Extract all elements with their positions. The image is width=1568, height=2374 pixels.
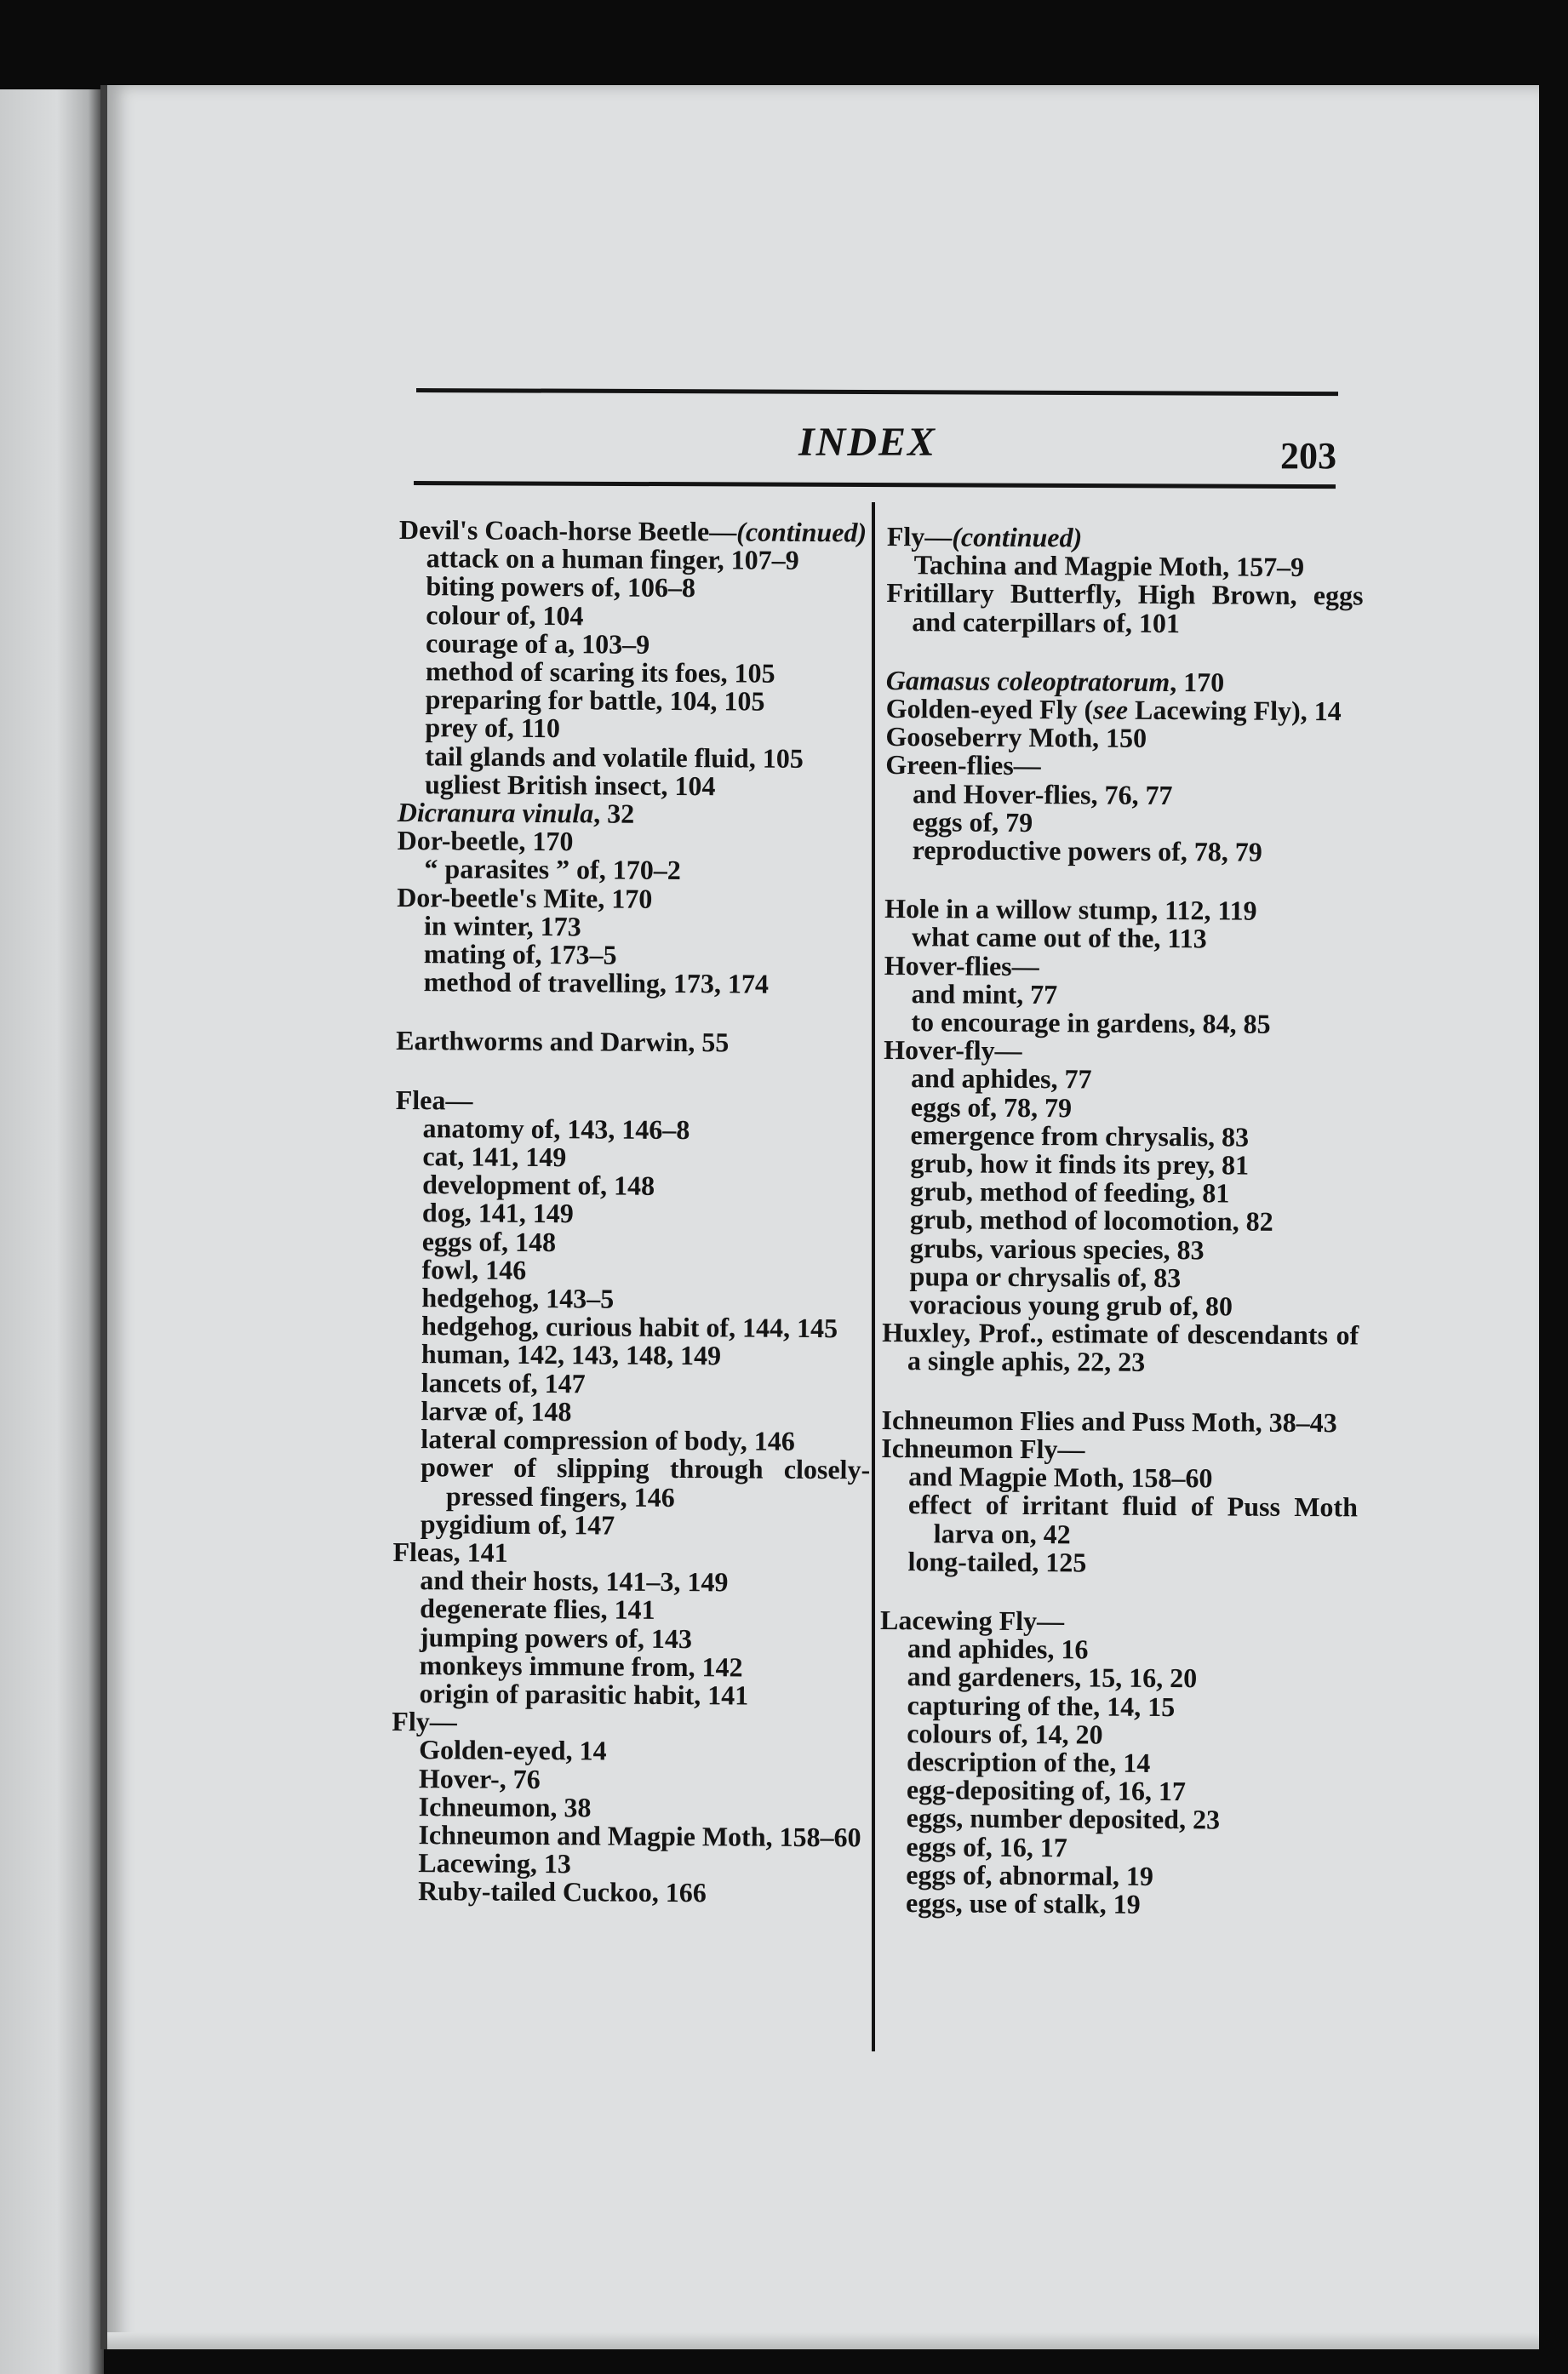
index-page bbox=[100, 85, 1539, 2349]
index-subentry: method of travelling, 173, 174 bbox=[423, 966, 770, 999]
index-subentry: jumping powers of, 143 bbox=[419, 1621, 693, 1654]
index-subentry: attack on a human finger, 107–9 bbox=[426, 542, 799, 576]
index-subentry: colours of, 14, 20 bbox=[907, 1717, 1103, 1750]
section-gap bbox=[884, 864, 1361, 897]
header-rule-bottom bbox=[414, 481, 1336, 489]
index-subentry: colour of, 104 bbox=[426, 598, 584, 631]
index-entry: Fly— bbox=[392, 1706, 457, 1737]
index-subentry: and aphides, 16 bbox=[907, 1633, 1089, 1665]
index-entry: Gamasus coleoptratorum, 170 bbox=[885, 664, 1225, 698]
index-subentry: degenerate flies, 141 bbox=[420, 1593, 655, 1626]
index-subentry: to encourage in gardens, 84, 85 bbox=[911, 1006, 1271, 1039]
index-subentry: grub, how it finds its prey, 81 bbox=[910, 1147, 1250, 1181]
index-subentry: and gardeners, 15, 16, 20 bbox=[907, 1661, 1198, 1694]
index-subentry: grub, method of locomotion, 82 bbox=[909, 1204, 1273, 1238]
index-entry: Hover-fly— bbox=[884, 1034, 1022, 1067]
running-title: INDEX bbox=[798, 420, 937, 465]
index-subentry: long-tailed, 125 bbox=[907, 1545, 1087, 1578]
index-subentry: and their hosts, 141–3, 149 bbox=[420, 1565, 729, 1598]
index-subentry: what came out of the, 113 bbox=[911, 921, 1207, 954]
index-entry: Huxley, Prof., estimate of descendants of a single aphis, 22, 23 bbox=[882, 1317, 1359, 1378]
index-subentry: eggs, number deposited, 23 bbox=[906, 1802, 1221, 1835]
index-subentry: lateral compression of body, 146 bbox=[421, 1423, 795, 1456]
index-subentry: grub, method of feeding, 81 bbox=[910, 1176, 1230, 1209]
header-rule-top bbox=[416, 388, 1338, 396]
index-subentry: reproductive powers of, 78, 79 bbox=[912, 834, 1262, 867]
section-gap bbox=[886, 636, 1363, 669]
index-entry: Gooseberry Moth, 150 bbox=[885, 721, 1147, 754]
index-subentry: prey of, 110 bbox=[425, 712, 561, 744]
index-subentry: grubs, various species, 83 bbox=[909, 1232, 1205, 1265]
index-subentry: and mint, 77 bbox=[911, 978, 1058, 1010]
index-entry: Ichneumon Fly— bbox=[881, 1432, 1085, 1465]
index-entry: Flea— bbox=[395, 1084, 473, 1116]
index-subentry: effect of irritant fluid of Puss Moth larva on, 42 bbox=[907, 1489, 1359, 1549]
index-column-right bbox=[878, 523, 1364, 1920]
section-gap bbox=[396, 996, 873, 1029]
index-subentry: tail glands and volatile fluid, 105 bbox=[425, 740, 804, 774]
index-subentry: biting powers of, 106–8 bbox=[426, 570, 696, 604]
index-subentry: lancets of, 147 bbox=[421, 1366, 586, 1399]
index-subentry: preparing for battle, 104, 105 bbox=[425, 684, 765, 717]
index-subentry: larvæ of, 148 bbox=[421, 1395, 572, 1427]
index-entry: Fleas, 141 bbox=[392, 1536, 508, 1568]
index-subentry: and aphides, 77 bbox=[910, 1062, 1092, 1095]
index-column-left bbox=[391, 516, 876, 1908]
index-subentry: fowl, 146 bbox=[421, 1254, 527, 1285]
index-subentry: hedgehog, curious habit of, 144, 145 bbox=[421, 1310, 838, 1344]
facing-page-edge bbox=[0, 89, 104, 2374]
index-subentry: ugliest British insect, 104 bbox=[424, 769, 716, 802]
index-subentry: method of scaring its foes, 105 bbox=[425, 655, 775, 689]
index-subentry: pupa or chrysalis of, 83 bbox=[909, 1261, 1182, 1293]
index-subentry: eggs of, 16, 17 bbox=[906, 1830, 1067, 1862]
index-entry: Fly—(continued) bbox=[886, 521, 1083, 553]
index-entry: Dor-beetle, 170 bbox=[397, 825, 574, 857]
index-subentry: monkeys immune from, 142 bbox=[419, 1649, 743, 1683]
index-entry: Lacewing Fly— bbox=[880, 1604, 1065, 1637]
index-entry: Hover-flies— bbox=[884, 949, 1039, 981]
index-subentry: eggs, use of stalk, 19 bbox=[905, 1887, 1141, 1919]
index-subentry: Lacewing, 13 bbox=[418, 1847, 571, 1879]
index-entry: Earthworms and Darwin, 55 bbox=[396, 1025, 730, 1058]
index-subentry: development of, 148 bbox=[422, 1169, 655, 1202]
index-subentry: pygidium of, 147 bbox=[420, 1507, 615, 1541]
section-gap bbox=[880, 1576, 1357, 1609]
page-number: 203 bbox=[1280, 435, 1336, 477]
index-entry: Ichneumon Flies and Puss Moth, 38–43 bbox=[881, 1404, 1337, 1438]
index-subentry: and Magpie Moth, 158–60 bbox=[908, 1461, 1213, 1494]
index-subentry: Tachina and Magpie Moth, 157–9 bbox=[913, 549, 1305, 583]
index-subentry: eggs of, 79 bbox=[912, 806, 1033, 838]
index-subentry: eggs of, 148 bbox=[421, 1225, 557, 1257]
index-subentry: mating of, 173–5 bbox=[423, 938, 617, 970]
section-gap bbox=[882, 1376, 1359, 1409]
index-entry: Fritillary Butterfly, High Brown, eggs and caterpillars of, 101 bbox=[886, 577, 1364, 638]
section-gap bbox=[396, 1055, 873, 1089]
index-subentry: eggs of, abnormal, 19 bbox=[906, 1858, 1154, 1891]
index-subentry: voracious young grub of, 80 bbox=[909, 1289, 1233, 1322]
index-subentry: capturing of the, 14, 15 bbox=[907, 1689, 1176, 1722]
index-subentry: Ichneumon, 38 bbox=[418, 1790, 592, 1823]
index-subentry: power of slipping through closely-pressed fingers, 146 bbox=[421, 1451, 871, 1513]
index-entry: Devil's Coach-horse Beetle—(continued) bbox=[398, 514, 867, 548]
index-subentry: eggs of, 78, 79 bbox=[910, 1090, 1073, 1123]
index-subentry: Ruby-tailed Cuckoo, 166 bbox=[418, 1875, 707, 1908]
index-subentry: anatomy of, 143, 146–8 bbox=[422, 1113, 690, 1145]
index-subentry: emergence from chrysalis, 83 bbox=[910, 1119, 1250, 1153]
index-subentry: hedgehog, 143–5 bbox=[421, 1282, 615, 1314]
index-subentry: “ parasites ” of, 170–2 bbox=[424, 853, 681, 886]
index-entry: Dicranura vinula, 32 bbox=[397, 797, 635, 829]
index-subentry: courage of a, 103–9 bbox=[425, 627, 650, 660]
index-entry: Green-flies— bbox=[885, 749, 1041, 781]
index-entry: Golden-eyed Fly (see Lacewing Fly), 14 bbox=[885, 693, 1342, 727]
index-subentry: description of the, 14 bbox=[907, 1746, 1151, 1778]
index-subentry: Hover-, 76 bbox=[418, 1762, 541, 1794]
index-subentry: in winter, 173 bbox=[423, 910, 581, 942]
index-entry: Hole in a willow stump, 112, 119 bbox=[884, 893, 1257, 926]
index-subentry: dog, 141, 149 bbox=[421, 1197, 574, 1229]
index-entry: Dor-beetle's Mite, 170 bbox=[397, 881, 653, 914]
index-subentry: egg-depositing of, 16, 17 bbox=[906, 1774, 1187, 1807]
index-subentry: human, 142, 143, 148, 149 bbox=[421, 1338, 722, 1371]
index-subentry: cat, 141, 149 bbox=[422, 1141, 567, 1173]
index-subentry: and Hover-flies, 76, 77 bbox=[912, 777, 1173, 810]
index-subentry: Golden-eyed, 14 bbox=[419, 1734, 607, 1766]
index-subentry: Ichneumon and Magpie Moth, 158–60 bbox=[418, 1819, 861, 1853]
index-subentry: origin of parasitic habit, 141 bbox=[419, 1678, 749, 1711]
